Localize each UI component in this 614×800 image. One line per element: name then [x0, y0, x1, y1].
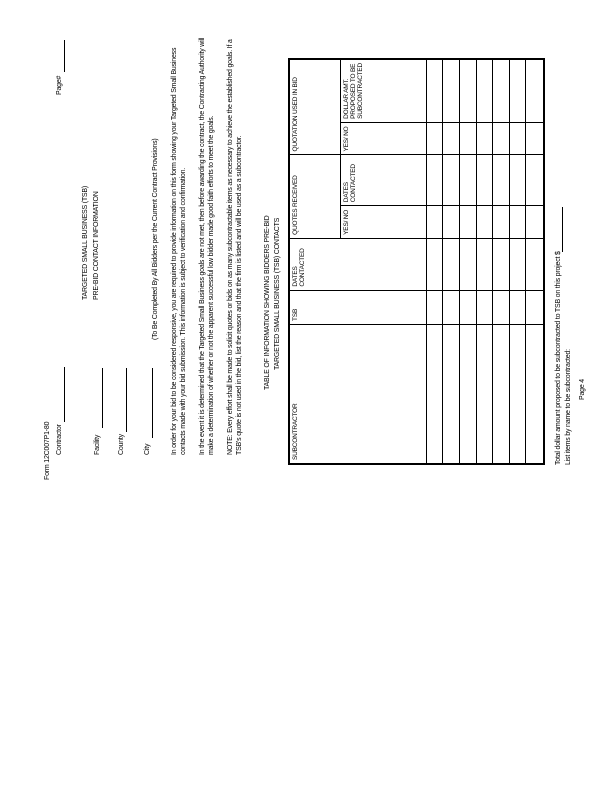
- table-cell[interactable]: [443, 155, 460, 206]
- city-label: City: [144, 443, 151, 455]
- table-cell[interactable]: [476, 238, 493, 290]
- facility-field[interactable]: [102, 368, 103, 428]
- table-cell[interactable]: [509, 122, 526, 155]
- total-dollar-field[interactable]: [562, 207, 563, 252]
- header-quotation-used: QUOTATION USED IN BID: [289, 59, 340, 155]
- table-cell[interactable]: [460, 59, 477, 122]
- table-row: [526, 59, 544, 464]
- table-subtitle: TARGETED SMALL BUSINESS (TSB) CONTACTS: [274, 217, 281, 370]
- form-subtitle: PRE-BID CONTACT INFORMATION: [93, 191, 100, 300]
- table-cell[interactable]: [476, 206, 493, 239]
- page-number: Page 4: [579, 379, 586, 400]
- county-label: County: [118, 434, 125, 455]
- header-quotes-received: QUOTES RECEIVED: [289, 155, 340, 238]
- table-cell[interactable]: [443, 290, 460, 324]
- total-dollar-label: Total dollar amount proposed to be subcontracted to TSB on this project $: [555, 251, 562, 465]
- header-quotes-yes-no: YES/ NO: [340, 206, 426, 239]
- table-cell[interactable]: [426, 324, 443, 464]
- table-cell[interactable]: [426, 290, 443, 324]
- table-cell[interactable]: [509, 238, 526, 290]
- facility-label: Facility: [94, 434, 101, 455]
- table-cell[interactable]: [509, 59, 526, 122]
- table-cell[interactable]: [426, 238, 443, 290]
- table-cell[interactable]: [426, 206, 443, 239]
- table-cell[interactable]: [476, 122, 493, 155]
- table-cell[interactable]: [493, 238, 510, 290]
- table-row: [509, 59, 526, 464]
- contractor-label: Contractor: [56, 424, 63, 455]
- table-cell[interactable]: [526, 324, 544, 464]
- table-row: [493, 59, 510, 464]
- instructions-heading: (To Be Completed By All Bidders per the Current Contract Provisions): [152, 138, 159, 340]
- page-field[interactable]: [64, 40, 65, 72]
- table-cell[interactable]: [426, 59, 443, 122]
- table-row: [460, 59, 477, 464]
- items-list-label: List items by name to be subcontracted:: [565, 349, 572, 465]
- instructions-paragraph: In order for your bid to be considered responsive, you are required to provide information on this form showing your Targeted Small Business contacts made with your bid submission. This information is subject to verification and confirmation.: [171, 47, 187, 455]
- table-cell[interactable]: [526, 122, 544, 155]
- table-header-row: [289, 59, 340, 464]
- table-cell[interactable]: [493, 290, 510, 324]
- header-dates-contacted: DATES CONTACTED: [289, 238, 426, 290]
- table-cell[interactable]: [443, 238, 460, 290]
- table-cell[interactable]: [526, 59, 544, 122]
- note-paragraph: NOTE: Every effort shall be made to solicit quotes or bids on as many subcontractable items as necessary to achieve the established goals. If a TSB's quote is not used in the bid, list the reason and that the firm is listed and will be used as a subcontractor.: [227, 39, 243, 455]
- table-cell[interactable]: [443, 324, 460, 464]
- form-title: TARGETED SMALL BUSINESS (TSB): [82, 186, 89, 300]
- table-title: TABLE OF INFORMATION SHOWING BIDDERS PRE-BID: [264, 215, 271, 390]
- table-cell[interactable]: [443, 206, 460, 239]
- table-cell[interactable]: [493, 206, 510, 239]
- table-cell[interactable]: [493, 122, 510, 155]
- table-row: [443, 59, 460, 464]
- table-cell[interactable]: [476, 324, 493, 464]
- page-label: Page#: [56, 75, 63, 95]
- table-cell[interactable]: [460, 122, 477, 155]
- table-cell[interactable]: [460, 155, 477, 206]
- header-dollar-amount: DOLLAR AMT. PROPOSED TO BE SUBCONTRACTED: [340, 59, 426, 122]
- table-cell[interactable]: [493, 155, 510, 206]
- form-number: Form 12C007P1-80: [44, 421, 51, 480]
- table-row: [476, 59, 493, 464]
- city-field[interactable]: [152, 368, 153, 438]
- header-used-yes-no: YES/ NO: [340, 122, 426, 155]
- table-cell[interactable]: [526, 206, 544, 239]
- table-cell[interactable]: [476, 155, 493, 206]
- table-cell[interactable]: [493, 324, 510, 464]
- table-cell[interactable]: [460, 206, 477, 239]
- header-tsb: TSB: [289, 290, 426, 324]
- tsb-contacts-table: [288, 58, 545, 465]
- table-cell[interactable]: [526, 155, 544, 206]
- table-cell[interactable]: [509, 206, 526, 239]
- table-cell[interactable]: [443, 122, 460, 155]
- table-cell[interactable]: [509, 324, 526, 464]
- table-cell[interactable]: [476, 290, 493, 324]
- header-subcontractor: SUBCONTRACTOR: [289, 324, 426, 464]
- county-field[interactable]: [126, 368, 127, 432]
- goals-paragraph: In the event it is determined that the Targeted Small Business goals are not met, then before awarding the contract, the Contracting Authority will make a determination of whether or not the apparent successful low bidder made good faith efforts to meet the goals.: [199, 37, 215, 455]
- table-cell[interactable]: [460, 238, 477, 290]
- table-cell[interactable]: [460, 324, 477, 464]
- table-cell[interactable]: [443, 59, 460, 122]
- table-cell[interactable]: [509, 155, 526, 206]
- table-cell[interactable]: [493, 59, 510, 122]
- table-cell[interactable]: [476, 59, 493, 122]
- table-cell[interactable]: [509, 290, 526, 324]
- table-row: [426, 59, 443, 464]
- header-quote-dates: DATES CONTACTED: [340, 155, 426, 206]
- table-cell[interactable]: [426, 122, 443, 155]
- table-cell[interactable]: [526, 290, 544, 324]
- contractor-field[interactable]: [64, 367, 65, 422]
- table-cell[interactable]: [526, 238, 544, 290]
- table-cell[interactable]: [426, 155, 443, 206]
- table-cell[interactable]: [460, 290, 477, 324]
